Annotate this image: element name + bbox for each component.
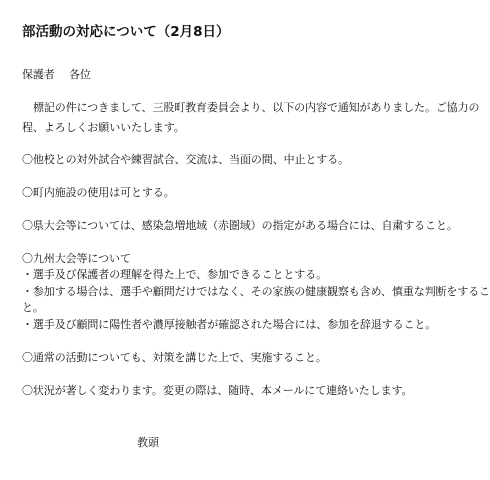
item-kyushu-heading: 〇九州大会等について [22, 252, 131, 265]
signature: 教頭 [137, 436, 159, 449]
kyushu-bullet-2-cont: と。 [22, 301, 44, 314]
kyushu-bullet-1: ・選手及び保護者の理解を得た上で、参加できることとする。 [22, 268, 327, 281]
item-changes: 〇状況が著しく変わります。変更の際は、随時、本メールにて連絡いたします。 [22, 384, 413, 397]
document-title: 部活動の対応について（2月8日） [22, 24, 230, 40]
intro-line-1: 標記の件につきまして、三股町教育委員会より、以下の内容で通知がありました。ご協力の [33, 101, 480, 114]
addressee: 保護者 各位 [22, 68, 91, 81]
item-town-facilities: 〇町内施設の使用は可とする。 [22, 186, 175, 199]
kyushu-bullet-3: ・選手及び顧問に陽性者や濃厚接触者が確認された場合には、参加を辞退すること。 [22, 318, 437, 331]
intro-line-2: 程、よろしくお願いいたします。 [22, 121, 185, 134]
kyushu-bullet-2: ・参加する場合は、選手や顧問だけではなく、その家族の健康観察も含め、慎重な判断をするこ [22, 285, 490, 298]
item-external-matches: 〇他校との対外試合や練習試合、交流は、当面の間、中止とする。 [22, 153, 349, 166]
item-regular-activities: 〇通常の活動についても、対策を講じた上で、実施すること。 [22, 351, 327, 364]
item-prefectural-tournament: 〇県大会等については、感染急増地域（赤圏域）の指定がある場合には、自粛すること。 [22, 219, 458, 232]
